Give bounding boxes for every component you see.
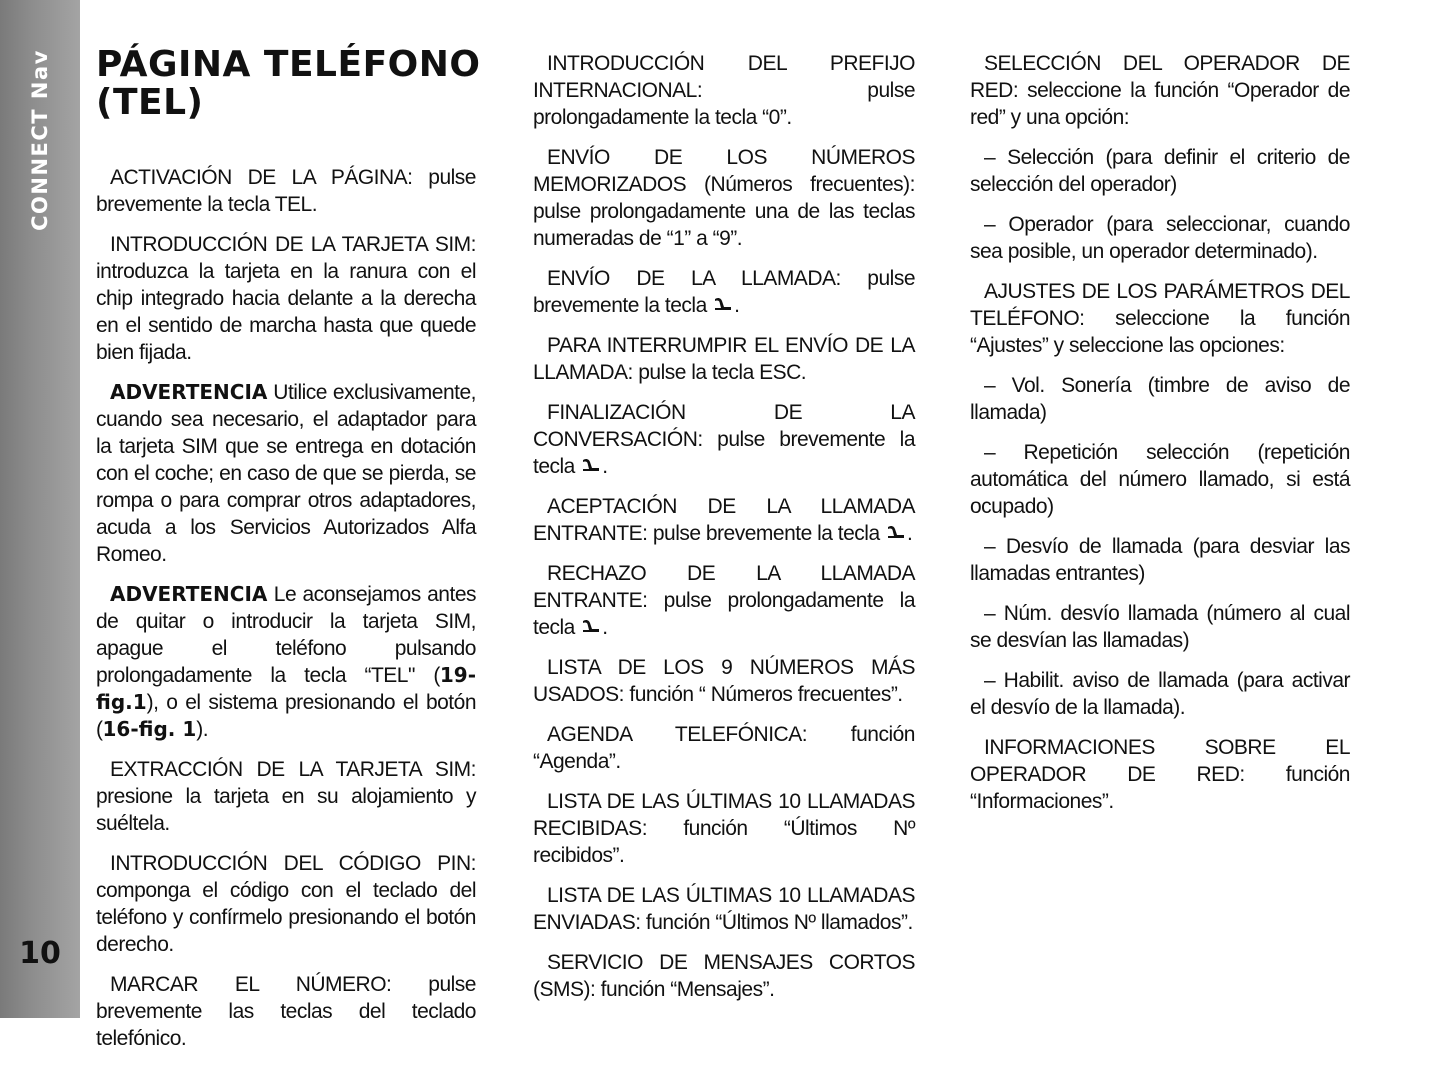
paragraph-text: ACEPTACIÓN DE LA LLAMADA ENTRANTE: pulse brevemente la tecla (533, 495, 915, 545)
paragraph-reject-call (533, 560, 915, 641)
paragraph-dialed-calls: LISTA DE LAS ÚLTIMAS 10 LLAMADAS ENVIADAS: función “Últimos Nº llamados”. (533, 884, 915, 934)
paragraph-network-operator: SELECCIÓN DEL OPERADOR DE RED: seleccione la función “Operador de red” y una opción: (970, 52, 1350, 129)
paragraph-text: ENVÍO DE LA LLAMADA: pulse brevemente la tecla (533, 267, 915, 317)
phone-handset-icon (580, 456, 602, 476)
page-title (96, 46, 496, 122)
period: . (602, 616, 608, 639)
list-item-divert-number: – Núm. desvío llamada (número al cual se desvían las llamadas) (970, 602, 1350, 652)
paragraph-interrupt-call: PARA INTERRUMPIR EL ENVÍO DE LA LLAMADA: pulse la tecla ESC. (533, 334, 915, 384)
paragraph-text: FINALIZACIÓN DE LA CONVERSACIÓN: pulse brevemente la tecla (533, 401, 915, 478)
warning-power-off (96, 581, 476, 743)
paragraph-operator-info: INFORMACIONES SOBRE EL OPERADOR DE RED: función “Informaciones”. (970, 736, 1350, 813)
paragraph-received-calls: LISTA DE LAS ÚLTIMAS 10 LLAMADAS RECIBIDAS: función “Últimos Nº recibidos”. (533, 790, 915, 867)
warning-adapter (96, 379, 476, 568)
paragraph-sim-insertion: INTRODUCCIÓN DE LA TARJETA SIM: introduzca la tarjeta en la ranura con el chip integrado hacia delante a la derecha en el sentido de marcha hasta que quede bien fijada. (96, 233, 476, 364)
paragraph-end-conversation (533, 399, 915, 480)
warning-text: Le aconsejamos antes de quitar o introducir la tarjeta SIM, apague el teléfono pulsando prolongadamente la tecla “TEL" ( (96, 583, 476, 687)
paragraph-send-call (533, 265, 915, 319)
list-item-redial: – Repetición selección (repetición automática del número llamado, si está ocupado) (970, 441, 1350, 518)
phone-handset-icon (580, 617, 602, 637)
paragraph-international-prefix: INTRODUCCIÓN DEL PREFIJO INTERNACIONAL: pulse prolongadamente la tecla “0”. (533, 52, 915, 129)
period: . (602, 455, 608, 478)
figure-reference: 16-fig. 1 (102, 717, 197, 741)
paragraph-phonebook: AGENDA TELEFÓNICA: función “Agenda”. (533, 723, 915, 773)
figure-reference: 19-fig.1 (96, 663, 476, 714)
paragraph-pin-entry: INTRODUCCIÓN DEL CÓDIGO PIN: componga el código con el teclado del teléfono y confírmelo presionando el botón derecho. (96, 852, 476, 956)
paragraph-memorized-numbers: ENVÍO DE LOS NÚMEROS MEMORIZADOS (Números frecuentes): pulse prolongadamente una de las teclas numeradas de “1” a “9”. (533, 146, 915, 250)
paragraph-sms: SERVICIO DE MENSAJES CORTOS (SMS): función “Mensajes”. (533, 951, 915, 1001)
paragraph-frequent-numbers: LISTA DE LOS 9 NÚMEROS MÁS USADOS: función “ Números frecuentes”. (533, 656, 915, 706)
period: . (734, 294, 740, 317)
warning-text: ), o el sistema presionando el botón ( (96, 691, 476, 741)
list-item-selection: – Selección (para definir el criterio de selección del operador) (970, 146, 1350, 196)
list-item-ringer-volume: – Vol. Sonería (timbre de aviso de llamada) (970, 374, 1350, 424)
sidebar (0, 0, 80, 1018)
phone-handset-icon (712, 295, 734, 315)
warning-label: ADVERTENCIA (110, 380, 268, 404)
warning-label: ADVERTENCIA (110, 582, 268, 606)
list-item-operator: – Operador (para seleccionar, cuando sea posible, un operador determinado). (970, 213, 1350, 263)
page-title-line2: (TEL) (96, 82, 204, 123)
paragraph-page-activation: ACTIVACIÓN DE LA PÁGINA: pulse brevemente la tecla TEL. (96, 166, 476, 216)
page-title-line1: PÁGINA TELÉFONO (96, 44, 481, 85)
page-number: 10 (19, 936, 61, 971)
paragraph-accept-call (533, 493, 915, 547)
period: . (907, 522, 913, 545)
paragraph-text: RECHAZO DE LA LLAMADA ENTRANTE: pulse prolongadamente la tecla (533, 562, 915, 639)
paragraph-phone-settings: AJUSTES DE LOS PARÁMETROS DEL TELÉFONO: seleccione la función “Ajustes” y seleccione las opciones: (970, 280, 1350, 357)
warning-text: Utilice exclusivamente, cuando sea necesario, el adaptador para la tarjeta SIM que se entrega en dotación con el coche; en caso de que se pierda, se rompa o para comprar otros adaptadores, acuda a los Servicios Autorizados Alfa Romeo. (96, 381, 476, 566)
list-item-call-waiting: – Habilit. aviso de llamada (para activar el desvío de la llamada). (970, 669, 1350, 719)
paragraph-dial-number: MARCAR EL NÚMERO: pulse brevemente las teclas del teclado telefónico. (96, 973, 476, 1050)
list-item-call-divert: – Desvío de llamada (para desviar las llamadas entrantes) (970, 535, 1350, 585)
phone-handset-icon (885, 523, 907, 543)
warning-text: ). (196, 718, 209, 741)
section-label: CONNECT Nav (28, 49, 52, 231)
paragraph-sim-extraction: EXTRACCIÓN DE LA TARJETA SIM: presione la tarjeta en su alojamiento y suéltela. (96, 758, 476, 835)
